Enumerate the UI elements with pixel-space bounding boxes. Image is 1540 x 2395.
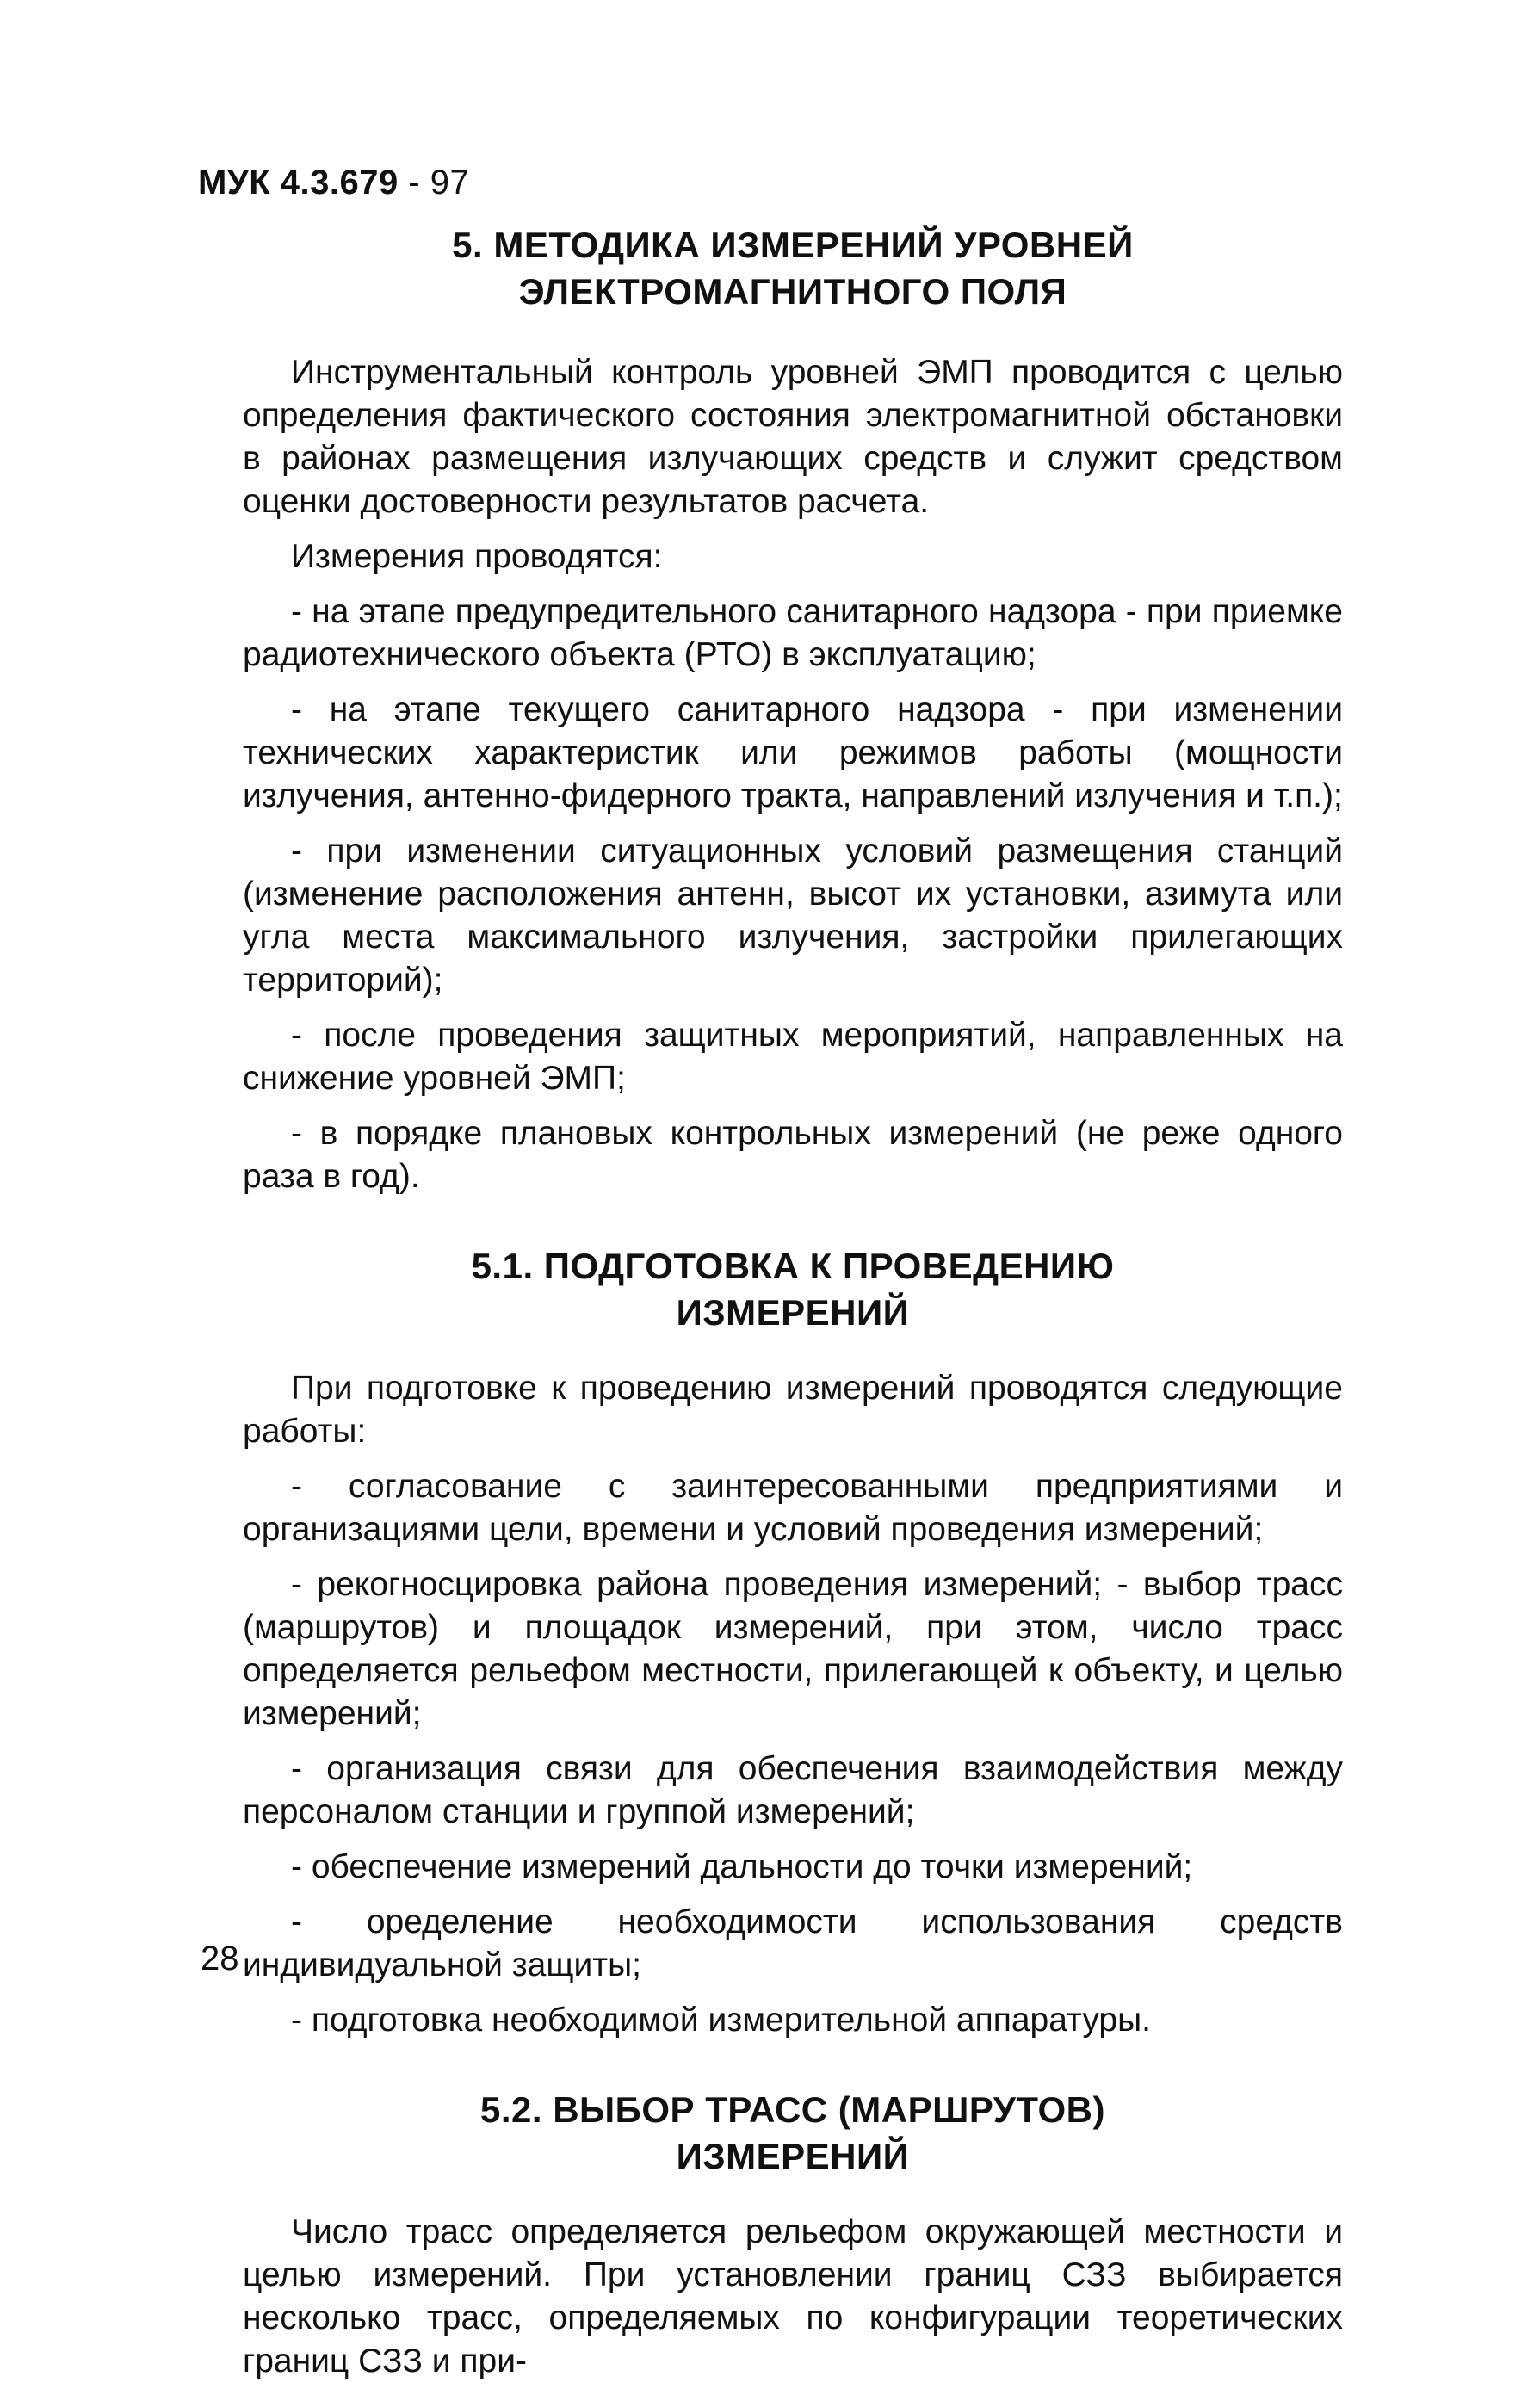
section-5-title bbox=[243, 222, 1343, 315]
section-5-1-title bbox=[243, 1243, 1343, 1336]
list-item: - после проведения защитных мероприятий, направленных на снижение уровней ЭМП; bbox=[243, 1017, 1343, 1097]
paragraph: Измерения проводятся: bbox=[291, 538, 663, 575]
section-5-title-line-1: 5. МЕТОДИКА ИЗМЕРЕНИЙ УРОВНЕЙ bbox=[452, 225, 1134, 265]
paragraph: Число трасс определяется рельефом окружающей местности и целью измерений. При установлении границ СЗЗ выбирается несколько трасс, определяемых по конфигурации теоретических границ СЗЗ и при- bbox=[243, 2213, 1343, 2380]
list-item: - в порядке плановых контрольных измерений (не реже одного раза в год). bbox=[243, 1115, 1343, 1195]
paragraph: Инструментальный контроль уровней ЭМП проводится с целью определения фактического состояния электромагнитной обстановки в районах размещения излучающих средств и служит средством оценки достоверности результатов расчета. bbox=[243, 354, 1343, 520]
list-item: - рекогносцировка района проведения измерений; - выбор трасс (маршрутов) и площадок измерений, при этом, число трасс определяется рельефом местности, прилегающей к объекту, и целью измерений; bbox=[243, 1566, 1343, 1732]
document-code-year: - 97 bbox=[398, 164, 470, 201]
document-code bbox=[198, 164, 469, 202]
paragraph: При подготовке к проведению измерений проводятся следующие работы: bbox=[243, 1370, 1343, 1450]
section-5-2-title-line-2: ИЗМЕРЕНИЙ bbox=[676, 2136, 910, 2176]
section-5-1-title-line-1: 5.1. ПОДГОТОВКА К ПРОВЕДЕНИЮ bbox=[471, 1246, 1115, 1286]
section-5-title-line-2: ЭЛЕКТРОМАГНИТНОГО ПОЛЯ bbox=[518, 271, 1067, 312]
list-item: - на этапе текущего санитарного надзора - при изменении технических характеристик или режимов работы (мощности излучения, антенно-фидерного тракта, направлений излучения и т.п.); bbox=[243, 691, 1343, 814]
list-item: - согласование с заинтересованными предприятиями и организациями цели, времени и условий проведения измерений; bbox=[243, 1468, 1343, 1548]
list-item: - на этапе предупредительного санитарного надзора - при приемке радиотехнического объекта (РТО) в эксплуатацию; bbox=[243, 593, 1343, 673]
document-code-number: МУК 4.3.679 bbox=[198, 164, 399, 201]
list-item: - организация связи для обеспечения взаимодействия между персоналом станции и группой измерений; bbox=[243, 1750, 1343, 1830]
list-item: - обеспечение измерений дальности до точки измерений; bbox=[291, 1848, 1193, 1885]
section-5-1-title-line-2: ИЗМЕРЕНИЙ bbox=[676, 1292, 910, 1333]
list-item: - подготовка необходимой измерительной аппаратуры. bbox=[291, 2002, 1151, 2039]
section-5-2-title-line-1: 5.2. ВЫБОР ТРАСС (МАРШРУТОВ) bbox=[479, 2089, 1105, 2130]
list-item: - оределение необходимости использования средств индивидуальной защиты; bbox=[243, 1903, 1343, 1983]
page-number: 28 bbox=[201, 1940, 239, 1977]
list-item: - при изменении ситуационных условий размещения станций (изменение расположения антенн, высот их установки, азимута или угла места максимального излучения, застройки прилегающих территорий); bbox=[243, 832, 1343, 999]
document-body bbox=[243, 222, 1343, 2395]
section-5-2-title bbox=[243, 2087, 1343, 2180]
